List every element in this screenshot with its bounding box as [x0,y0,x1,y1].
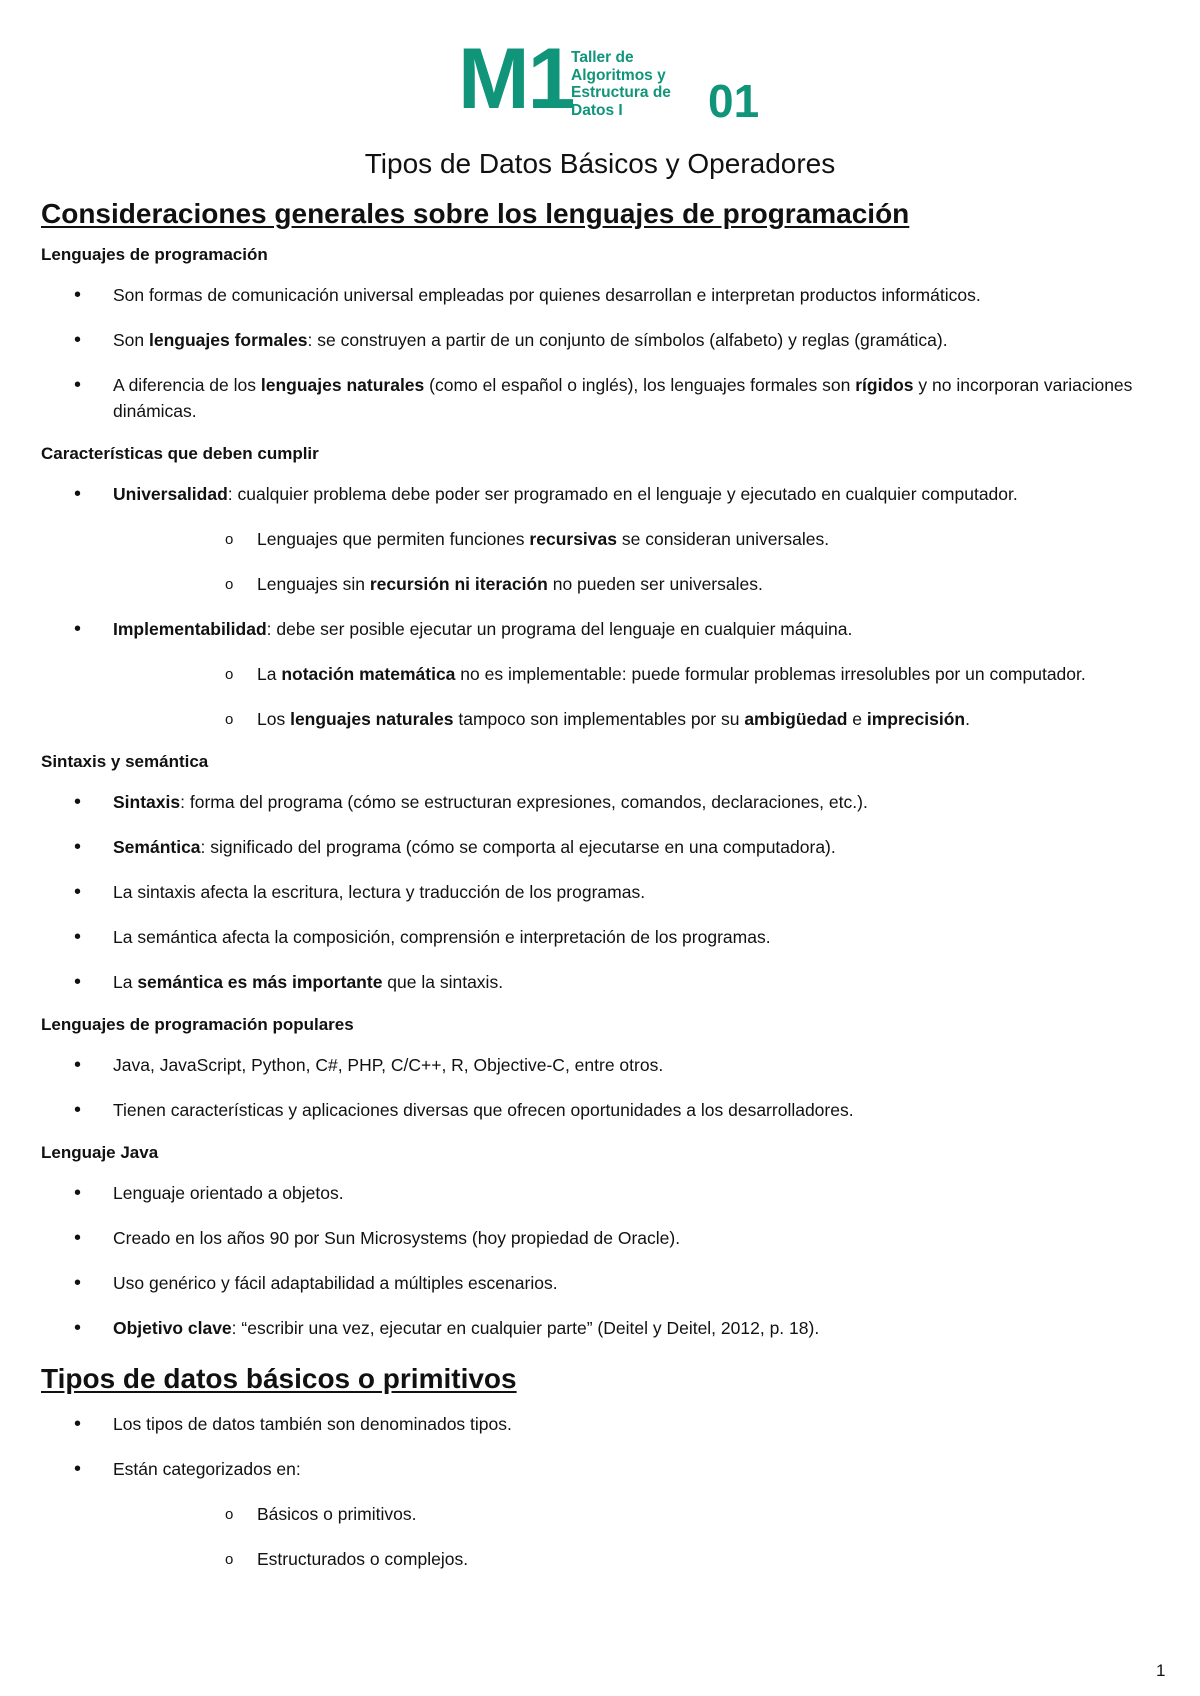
bullet-list [41,1411,1171,1572]
list-item: • Son formas de comunicación universal empleadas por quienes desarrollan e interpretan productos informáticos. [41,282,1171,308]
subheading: Lenguajes de programación [41,245,268,264]
list-item: • La sintaxis afecta la escritura, lectura y traducción de los programas. [41,879,1171,905]
sub-list-item: o Los lenguajes naturales tampoco son implementables por su ambigüedad e imprecisión. [113,706,1171,732]
bullet-list [41,789,1171,995]
logo-line: Taller de [571,49,634,66]
list-item: • A diferencia de los lenguajes naturales (como el español o inglés), los lenguajes formales son rígidos y no incorporan variaciones dinámicas. [41,372,1171,424]
logo-m1: M1 [458,31,574,127]
list-item: • Java, JavaScript, Python, C#, PHP, C/C++, R, Objective-C, entre otros. [41,1052,1171,1078]
list-item: • Sintaxis: forma del programa (cómo se estructuran expresiones, comandos, declaraciones, etc.). [41,789,1171,815]
logo-line: Datos I [571,101,623,119]
logo-line: Estructura de [571,84,671,101]
list-item: • La semántica es más importante que la sintaxis. [41,969,1171,995]
section-heading: Tipos de datos básicos o primitivos [41,1363,517,1394]
list-item: • Universalidad: cualquier problema debe poder ser programado en el lenguaje y ejecutado en cualquier computador. o Lenguajes que permiten funciones recursivas se consideran universales. o Lenguajes sin recursión ni iteración no pueden ser universales. [41,481,1171,597]
bullet-list [41,282,1171,424]
sub-list-item: o Básicos o primitivos. [113,1501,1171,1527]
document-body [41,196,1171,1591]
sub-list [113,526,1171,597]
sub-list-item: o Lenguajes que permiten funciones recursivas se consideran universales. [113,526,1171,552]
course-logo [458,31,778,130]
sub-list [113,661,1171,732]
logo-course-name [571,49,671,119]
subheading: Lenguajes de programación populares [41,1015,354,1034]
bullet-list [41,1052,1171,1123]
list-item: • Uso genérico y fácil adaptabilidad a múltiples escenarios. [41,1270,1171,1296]
logo-line: Algoritmos y [571,66,666,84]
list-item: • Los tipos de datos también son denominados tipos. [41,1411,1171,1437]
page-number: 1 [1156,1661,1166,1680]
bullet-list [41,481,1171,732]
document-title: Tipos de Datos Básicos y Operadores [364,148,836,179]
list-item: • Lenguaje orientado a objetos. [41,1180,1171,1206]
list-item: • Son lenguajes formales: se construyen a partir de un conjunto de símbolos (alfabeto) y reglas (gramática). [41,327,1171,353]
bullet-list [41,1180,1171,1341]
list-item: • Implementabilidad: debe ser posible ejecutar un programa del lenguaje en cualquier máquina. o La notación matemática no es implementable: puede formular problemas irresolubles por un computador. o Los lenguajes naturales tampoco son implementables por su ambigüedad e imprecisión. [41,616,1171,732]
list-item: • Tienen características y aplicaciones diversas que ofrecen oportunidades a los desarrolladores. [41,1097,1171,1123]
list-item: • Objetivo clave: “escribir una vez, ejecutar en cualquier parte” (Deitel y Deitel, 2012, p. 18). [41,1315,1171,1341]
sub-list-item: o La notación matemática no es implementable: puede formular problemas irresolubles por un computador. [113,661,1171,687]
section-heading: Consideraciones generales sobre los lenguajes de programación [41,198,910,229]
subheading: Sintaxis y semántica [41,752,209,771]
logo-number: 01 [708,75,760,127]
list-item: • Creado en los años 90 por Sun Microsystems (hoy propiedad de Oracle). [41,1225,1171,1251]
subheading: Lenguaje Java [41,1143,159,1162]
subheading: Características que deben cumplir [41,444,319,463]
sub-list-item: o Estructurados o complejos. [113,1546,1171,1572]
list-item: • Están categorizados en: o Básicos o primitivos. o Estructurados o complejos. [41,1456,1171,1572]
sub-list [113,1501,1171,1572]
list-item: • Semántica: significado del programa (cómo se comporta al ejecutarse en una computadora). [41,834,1171,860]
sub-list-item: o Lenguajes sin recursión ni iteración no pueden ser universales. [113,571,1171,597]
list-item: • La semántica afecta la composición, comprensión e interpretación de los programas. [41,924,1171,950]
